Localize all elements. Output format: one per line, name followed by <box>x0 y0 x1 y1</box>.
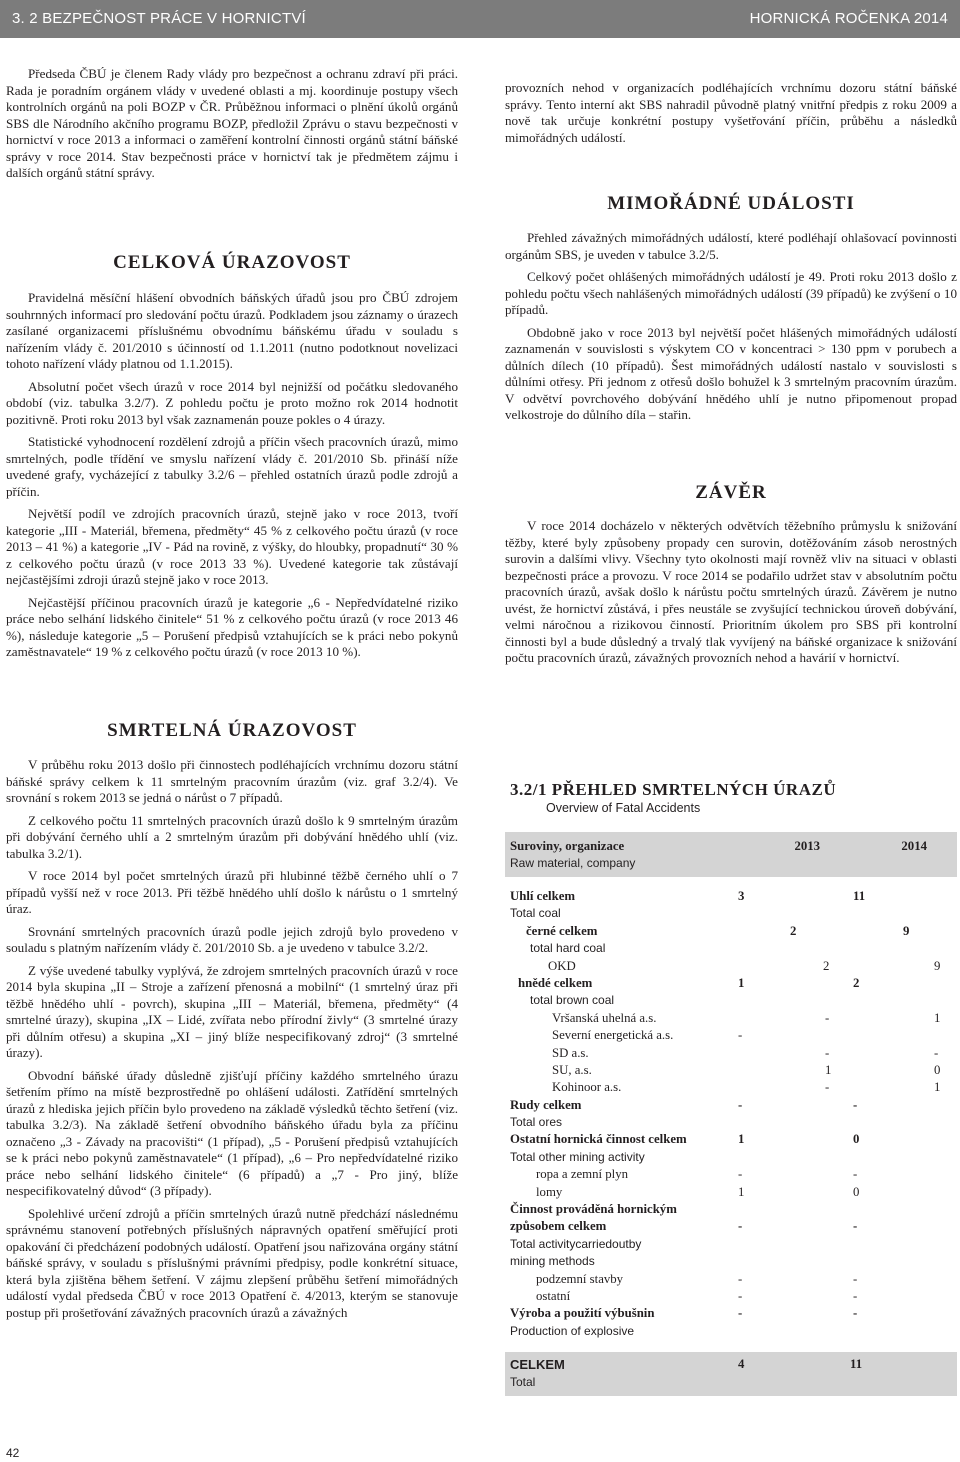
extraordinary-events-section <box>505 230 957 430</box>
paragraph: Z celkového počtu 11 smrtelných pracovních úrazů došlo k 9 smrtelným úrazům při dobývání černého uhlí a 2 smrtelným úrazům při dobývání hnědého uhlí (viz. tabulka 3.2/1). <box>6 812 458 861</box>
table-row-en: Total ores <box>510 1115 563 1130</box>
fatal-injuries-section <box>6 757 458 1327</box>
table-row: Výroba a použití výbušnin - - <box>510 1306 858 1321</box>
page-header <box>0 0 960 38</box>
paragraph: Celkový počet ohlášených mimořádných událostí je 49. Proti roku 2013 došlo z pohledu počtu všech nahlášených mimořádných událostí (39 případů) ke zvýšení o 10 případů. <box>505 269 957 317</box>
table-row: Severní energetická a.s. - <box>552 1028 743 1043</box>
table-row-en: Total activitycarriedoutby mining methods <box>510 1236 642 1269</box>
paragraph: Srovnání smrtelných pracovních úrazů podle jejich zdrojů bylo provedeno v souladu s platným nařízením vlády č. 201/2010 Sb. a je uvedeno v tabulce 3.2/2. <box>6 923 458 955</box>
paragraph: Spolehlivé určení zdrojů a příčin smrtelných úrazů nutně předchází následnému správnému stanovení potřebných příslušných nápravných opatření směřující proti opakování či předcházení podobných událostí. Opatření jsou nařizována orgány státní báňské správy, v souladu s příslušnými právními předpisy, podle konkrétní situace, která byla zjištěna během šetření. V zájmu zlepšení průběhu šetření mimořádných událostí vydal předseda ČBÚ v roce 2013 Opatření č. 4/2013, kterým se stanovuje postup při prošetřování závažných pracovních úrazů a závažných <box>6 1205 458 1320</box>
table-row: lomy 1 0 <box>536 1184 860 1199</box>
table-row: Uhlí celkem 3 11 <box>510 889 866 903</box>
paragraph: Obdobně jako v roce 2013 byl největší počet hlášených mimořádných událostí zaznamenán v souvislosti s výskytem CO v koncentraci > 130 ppm v porubech a důlních dílech (10 případů). Šest mimořádných událostí nastalo v souvislosti s důlními otřesy. Při jednom z otřesů došlo bohužel k 3 smrtelným pracovním úrazům. V odvětví povrchového dobývání hnědého uhlí je nutno připomenout propad velkostroje do důlního díla – stařin. <box>505 324 957 422</box>
table-row: OKD 2 9 <box>548 958 941 973</box>
table-row: Ostatní hornická činnost celkem 1 0 <box>510 1132 860 1147</box>
table-row-en: Production of explosive <box>510 1323 635 1338</box>
table-total-row <box>505 1352 957 1396</box>
table-row: Vršanská uhelná a.s. - 1 <box>552 1010 941 1025</box>
total-label: CELKEM <box>510 1357 565 1372</box>
heading-fatal-injuries: SMRTELNÁ ÚRAZOVOST <box>107 720 357 741</box>
total-label-en: Total <box>510 1375 536 1389</box>
paragraph: V roce 2014 byl počet smrtelných úrazů při hlubinné těžbě černého uhlí o 7 případů vyšší než v roce 2013. Při těžbě hnědého uhlí došlo k nárůstu o 1 smrtelný úraz. <box>6 868 458 916</box>
right-column-intro <box>505 80 957 152</box>
paragraph: Přehled závažných mimořádných událostí, které podléhají ohlašovací povinnosti orgánům SBS, je uveden v tabulce 3.2/5. <box>505 230 957 262</box>
table-row: ostatní - - <box>536 1289 858 1304</box>
table-row: SD a.s. - - <box>552 1045 939 1060</box>
page-number: 42 <box>6 1446 20 1460</box>
total-2013: 4 <box>738 1357 745 1371</box>
paragraph: Statistické vyhodnocení rozdělení zdrojů a příčin všech pracovních úrazů, mimo smrtelných, podle třídění ve smyslu nařízení vlády č. 201/2010 Sb. přináší níže uvedené grafy, vycházející z tabulky 3.2/6 – přehled ostatních úrazů podle zdrojů a příčin. <box>6 434 458 499</box>
paragraph: V průběhu roku 2013 došlo při činnostech podléhajících vrchnímu dozoru státní báňské správy celkem k 11 smrtelným pracovním úrazům (viz. graf 3.2/4). Ve srovnání s rokem 2013 se jedná o nárůst o 7 případů. <box>6 757 458 805</box>
paragraph: provozních nehod v organizacích podléhajících vrchnímu dozoru státní báňské správy. Tento interní akt SBS nahradil původně platný vnitřní předpis z roku 2009 a nově tak určuje konkrétní postupy vyšetřování příčin, průběhu a následků mimořádných událostí. <box>505 80 957 145</box>
total-2014: 11 <box>850 1357 863 1371</box>
paragraph: Pravidelná měsíční hlášení obvodních báňských úřadů jsou pro ČBÚ zdrojem souhrnných informací pro sledování počtu úrazů. Podkladem jsou záznamy o úrazech zasílané organizacemi příslušnému obvodnímu báňskému úřadu v souladu s nařízením vlády č. 201/2010 s účinností od 1.1.2011 (nutno podotknout novelizaci tohoto nařízení vlády platnou od 1.1.2015). <box>6 290 458 371</box>
paragraph: V roce 2014 docházelo v některých odvětvích těžebního průmyslu k snižování těžby, které byly způsobeny propady cen surovin, dotěžováním zásob nerostných surovin a dalšími vlivy. Všechny tyto okolnosti mají rovněž vliv na situaci v oblasti bezpečnosti práce a provozu. V roce 2014 se podařilo udržet stav v absolutním počtu pracovních úrazů, avšak došlo k nárůstu počtu smrtelných úrazů. Závěrem je nutno uvést, že hornictví zůstává, i přes neustále se zvyšující technickou úroveň dobývání, velmi náročnou a rizikovou činností. Prioritním úkolem pro SBS při kontrolní činnosti byl a bude důsledný a trvalý tlak vyvíjený na báňské organizace k snižování počtu pracovních úrazů, závažných provozních nehod a havárií v hornictví. <box>505 518 957 665</box>
table-title: 3.2/1 PŘEHLED SMRTELNÝCH ÚRAZŮ <box>510 780 837 799</box>
table-title-block <box>510 780 836 815</box>
table-header-row <box>505 832 957 877</box>
heading-extraordinary-events: MIMOŘÁDNÉ UDÁLOSTI <box>607 193 855 214</box>
heading-total-injuries: CELKOVÁ ÚRAZOVOST <box>113 252 351 273</box>
table-row: Rudy celkem - - <box>510 1097 858 1112</box>
left-column <box>6 66 458 188</box>
header-raw-material-en: Raw material, company <box>510 856 636 871</box>
table-row: SU, a.s. 1 0 <box>552 1062 941 1077</box>
table-row: černé celkem 2 9 <box>526 923 910 938</box>
paragraph: Obvodní báňské úřady důsledně zjišťují příčiny každého smrtelného úrazu šetřením přímo na místě bezprostředně po ohlášení události. Zatřídění smrtelných úrazů z hlediska jejich příčin bylo provedeno na základě výsledků těchto šetření (viz. tabulka 3.2/3). Na základě šetření obvodního báňského úřadu byla za příčinu označeno „3 - Závady na pracovišti“ (1 případ), „5 - Porušení předpisů vztahujících se k práci nebo pokynů zaměstnavatele“ (1 případ), „6 – Pro nepředvídatelné riziko práce nebo selhání lidského činitele“ (6 případů) a „7 - Pro jiný, blíže nespecifikovatelný důvod“ (3 případy). <box>6 1067 458 1198</box>
table-row-en: total brown coal <box>530 993 615 1008</box>
paragraph: Absolutní počet všech úrazů v roce 2014 byl nejnižší od počátku sledovaného období (viz. tabulka 3.2/7). Z pohledu počtu je proto možno rok 2014 hodnotit pozitivně. Proti roku 2013 byl však zaznamenán pouze pokles o 4 úrazy. <box>6 378 458 427</box>
header-year-2013: 2013 <box>735 832 842 877</box>
table-row-en: Total other mining activity <box>510 1149 645 1164</box>
table-row: podzemní stavby - - <box>536 1271 858 1286</box>
total-injuries-section <box>6 290 458 667</box>
heading-conclusion: ZÁVĚR <box>695 482 767 503</box>
table-row-en: total hard coal <box>530 941 606 956</box>
table-body <box>510 888 957 1340</box>
table-subtitle: Overview of Fatal Accidents <box>546 801 701 815</box>
paragraph: Nejčastější příčinou pracovních úrazů je kategorie „6 - Nepředvídatelné riziko práce nebo selhání lidského činitele“ 51 % z celkového počtu úrazů (v roce 2013 46 %), následuje kategorie „5 – Porušení předpisů vztahujících se k práci nebo pokynů zaměstnavatele“ 19 % z celkového počtu úrazů (v roce 2013 10 %). <box>6 594 458 659</box>
conclusion-section <box>505 518 957 673</box>
table-row: hnědé celkem 1 2 <box>518 975 860 990</box>
paragraph: Největší podíl ve zdrojích pracovních úrazů, stejně jako v roce 2013, tvoří kategorie „III - Materiál, břemena, předměty“ 45 % z celkového počtu úrazů (v roce 2013 – 41 %) a kategorie „IV - Pád na rovině, z výšky, do hloubky, propadnutí“ 30 % z celkového počtu úrazů (v roce 2013 33 %). Uvedené kategorie tak zůstávají nejčastějšími zdroji úrazů stejně jako v roce 2013. <box>6 506 458 587</box>
table-row: Kohinoor a.s. - 1 <box>552 1080 941 1095</box>
header-publication-title: HORNICKÁ ROČENKA 2014 <box>749 10 948 27</box>
table-row: Činnost prováděná hornickým způsobem celkem - - <box>510 1202 858 1234</box>
table-row-en: Total coal <box>510 906 561 921</box>
header-year-2014: 2014 <box>842 832 957 877</box>
header-section-title: 3. 2 BEZPEČNOST PRÁCE V HORNICTVÍ <box>12 10 306 27</box>
paragraph: Z výše uvedené tabulky vyplývá, že zdrojem smrtelných pracovních úrazů v roce 2014 byla skupina „II – Stroje a zařízení přenosná a mobilní“ (1 smrtelný úraz při těžbě hnědého uhlí - povrch), skupina „III – Materiál, břemena, předměty“ (4 smrtelné úrazy), skupina „IX – Lidé, zvířata nebo přírodní živly“ (3 smrtelné úrazy při důlním otřesu) a skupina „XI – jiný blíže nespecifikovaný zdroj“ (3 smrtelné úrazy). <box>6 962 458 1060</box>
header-raw-material: Suroviny, organizace <box>510 839 625 853</box>
intro-paragraph: Předseda ČBÚ je členem Rady vlády pro bezpečnost a ochranu zdraví při práci. Rada je poradním orgánem vlády v uvedené oblasti a mj. koordinuje postupy všech kontrolních orgánů na poli BOZP v ČR. Průběžnou informaci o plnění úkolů orgánů SBS dle Národního akčního programu BOZP, předložil Zprávu o stavu bezpečnosti v hornictví v roce 2013 a informaci o zaměření kontrolní činnosti orgánů státní báňské správy v roce 2014. Stav bezpečnosti práce v hornictví tak je předmětem zájmu i dalších orgánů státní správy. <box>6 66 458 180</box>
table-row: ropa a zemní plyn - - <box>536 1167 858 1182</box>
fatal-accidents-table <box>505 832 957 877</box>
